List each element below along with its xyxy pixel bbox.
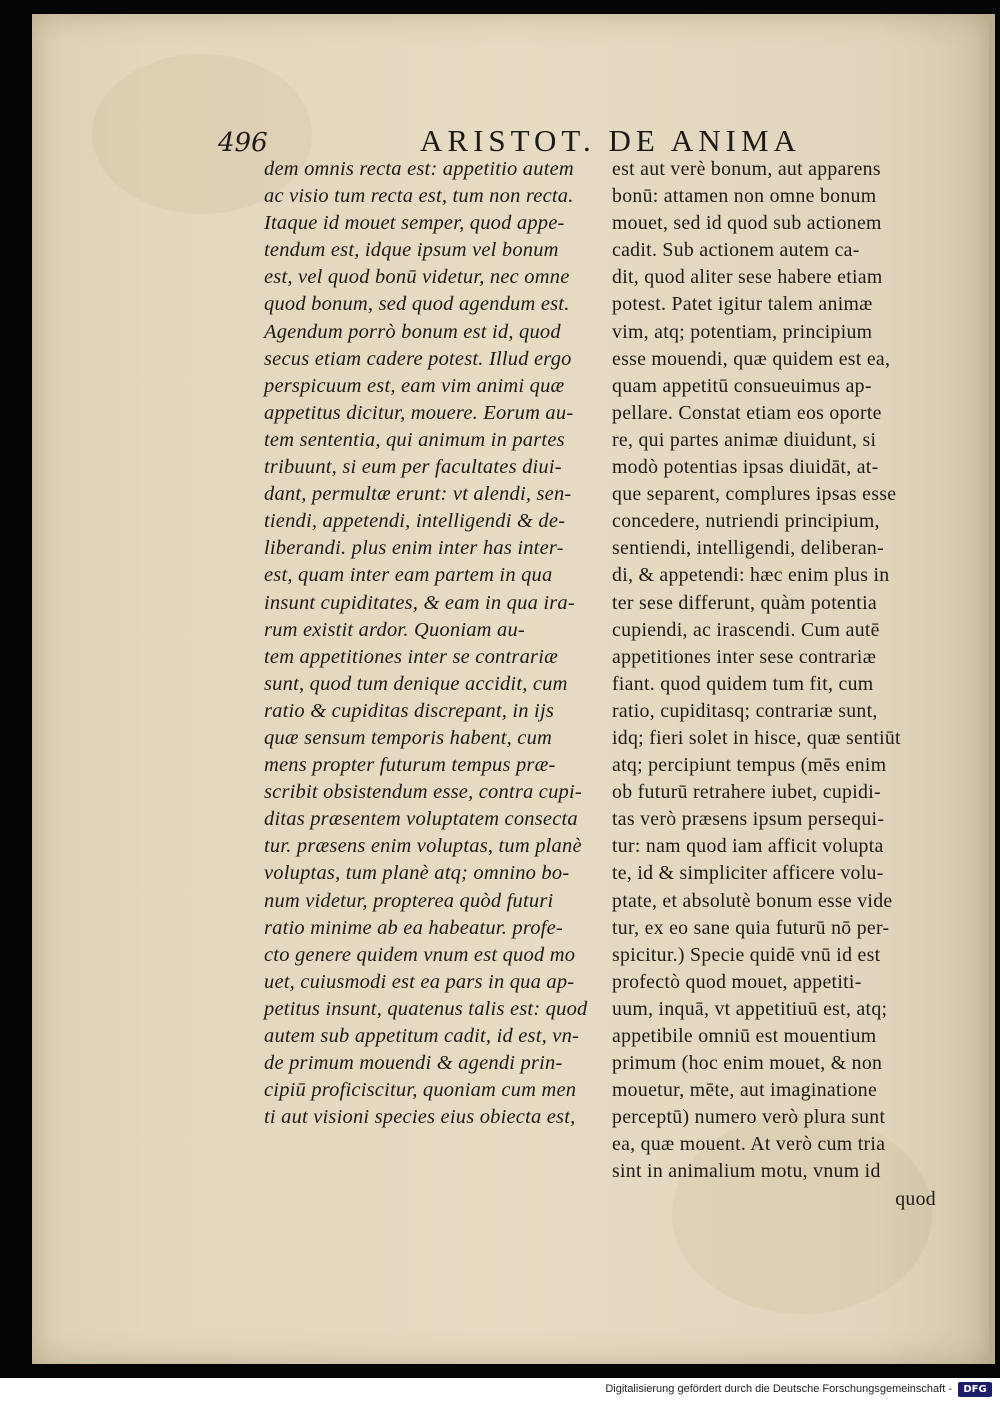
- text-line: ob futurū retrahere iubet, cupidi-: [612, 781, 881, 804]
- text-line: quod bonum, sed quod agendum est.: [264, 293, 570, 316]
- text-line: fiant. quod quidem tum fit, cum: [612, 672, 874, 695]
- text-line: vim, atq; potentiam, principium: [612, 320, 873, 343]
- text-line: Itaque id mouet semper, quod appe-: [264, 212, 565, 235]
- text-line: sunt, quod tum denique accidit, cum: [264, 672, 568, 695]
- text-line: de primum mouendi & agendi prin-: [264, 1052, 563, 1075]
- text-line: tem sententia, qui animum in partes: [264, 428, 565, 451]
- text-line: ac visio tum recta est, tum non recta.: [264, 185, 574, 208]
- page-edge: [989, 14, 995, 1364]
- text-line: rum existit ardor. Quoniam au-: [264, 618, 525, 641]
- text-line: voluptas, tum planè atq; omnino bo-: [264, 862, 570, 885]
- text-line: tem appetitiones inter se contrariæ: [264, 645, 558, 668]
- text-line: mens propter futurum tempus præ-: [264, 754, 556, 777]
- text-line: tribuunt, si eum per facultates diui-: [264, 456, 562, 479]
- text-line: primum (hoc enim mouet, & non: [612, 1052, 883, 1075]
- text-line: num videtur, propterea quòd futuri: [264, 889, 554, 912]
- text-line: mouet, sed id quod sub actionem: [612, 212, 882, 235]
- text-line: ditas præsentem voluptatem consecta: [264, 808, 578, 831]
- text-line: bonū: attamen non omne bonum: [612, 185, 877, 208]
- text-line: autem sub appetitum cadit, id est, vn-: [264, 1025, 580, 1047]
- text-line: dant, permultæ erunt: vt alendi, sen-: [264, 483, 572, 506]
- text-line: cto genere quidem vnum est quod mo: [264, 943, 576, 966]
- text-line: tur: nam quod iam afficit volupta: [612, 835, 884, 858]
- text-line: tas verò præsens ipsum persequi-: [612, 808, 885, 831]
- text-line: sentiendi, intelligendi, deliberan-: [612, 537, 884, 560]
- text-line: cadit. Sub actionem autem ca-: [612, 239, 860, 262]
- text-line: dit, quod aliter sese habere etiam: [612, 266, 883, 289]
- text-line: pellare. Constat etiam eos oporte: [612, 401, 882, 424]
- text-line: est aut verè bonum, aut apparens: [612, 158, 881, 180]
- text-line: appetitus dicitur, mouere. Eorum au-: [264, 401, 574, 424]
- text-line: quæ sensum temporis habent, cum: [264, 726, 553, 749]
- text-line: scribit obsistendum esse, contra cupi-: [264, 781, 582, 804]
- text-line: secus etiam cadere potest. Illud ergo: [264, 347, 572, 370]
- dfg-logo: DFG: [958, 1382, 992, 1397]
- text-line: perspicuum est, eam vim animi quæ: [264, 374, 565, 397]
- text-line: dem omnis recta est: appetitio autem: [264, 158, 574, 180]
- text-line: appetibile omniū est mouentium: [612, 1025, 877, 1047]
- text-line: cupiendi, ac irascendi. Cum autē: [612, 618, 880, 641]
- text-line: Agendum porrò bonum est id, quod: [264, 320, 561, 343]
- text-line: perceptū) numero verò plura sunt: [612, 1106, 886, 1129]
- text-line: tiendi, appetendi, intelligendi & de-: [264, 510, 566, 533]
- text-line: di, & appetendi: hæc enim plus in: [612, 564, 890, 587]
- text-line: atq; percipiunt tempus (mēs enim: [612, 754, 887, 777]
- text-line: tur, ex eo sane quia futurū nō per-: [612, 916, 890, 939]
- text-line: tendum est, idque ipsum vel bonum: [264, 239, 559, 262]
- text-line: petitus insunt, quatenus talis est: quod: [264, 997, 588, 1020]
- page-number: 496: [218, 128, 268, 158]
- right-text-column: [612, 156, 936, 1213]
- text-line: ptate, et absolutè bonum esse vide: [612, 889, 893, 912]
- text-line: ratio & cupiditas discrepant, in ijs: [264, 699, 555, 722]
- text-line: profectò quod mouet, appetiti-: [612, 970, 862, 993]
- text-line: quod: [895, 1187, 936, 1210]
- running-head: ARISTOT. DE ANIMA: [420, 123, 801, 158]
- text-line: cipiū proficiscitur, quoniam cum men: [264, 1079, 577, 1102]
- text-line: esse mouendi, quæ quidem est ea,: [612, 347, 891, 370]
- text-line: que separent, complures ipsas esse: [612, 483, 897, 506]
- text-line: est, quam inter eam partem in qua: [264, 564, 553, 587]
- text-line: liberandi. plus enim inter has inter-: [264, 537, 564, 560]
- text-line: uum, inquā, vt appetitiuū est, atq;: [612, 997, 888, 1020]
- text-line: quam appetitū consueuimus ap-: [612, 374, 872, 397]
- text-line: concedere, nutriendi principium,: [612, 510, 880, 533]
- text-line: te, id & simpliciter afficere volu-: [612, 862, 884, 885]
- text-line: potest. Patet igitur talem animæ: [612, 293, 873, 316]
- text-line: est, vel quod bonū videtur, nec omne: [264, 266, 570, 289]
- text-line: re, qui partes animæ diuidunt, si: [612, 428, 877, 451]
- footer-credit: Digitalisierung gefördert durch die Deutsche Forschungsgemeinschaft -: [605, 1383, 952, 1395]
- text-line: ratio minime ab ea habeatur. profe-: [264, 916, 563, 939]
- text-line: ter sese differunt, quàm potentia: [612, 591, 877, 614]
- text-line: uet, cuiusmodi est ea pars in qua ap-: [264, 970, 575, 993]
- text-line: ratio, cupiditasq; contrariæ sunt,: [612, 699, 878, 722]
- text-line: spicitur.) Specie quidē vnū id est: [612, 943, 881, 966]
- footer-bar: [0, 1378, 1000, 1402]
- text-line: mouetur, mēte, aut imaginatione: [612, 1079, 878, 1102]
- text-line: ti aut visioni species eius obiecta est,: [264, 1106, 576, 1129]
- text-line: sint in animalium motu, vnum id: [612, 1160, 881, 1183]
- text-line: ea, quæ mouent. At verò cum tria: [612, 1133, 886, 1156]
- text-line: appetitiones inter sese contrariæ: [612, 645, 877, 668]
- text-line: modò potentias ipsas diuidāt, at-: [612, 456, 879, 479]
- text-line: insunt cupiditates, & eam in qua ira-: [264, 591, 575, 614]
- text-line: idq; fieri solet in hisce, quæ sentiūt: [612, 726, 901, 749]
- text-line: tur. præsens enim voluptas, tum planè: [264, 835, 582, 858]
- left-text-column: [264, 156, 604, 1131]
